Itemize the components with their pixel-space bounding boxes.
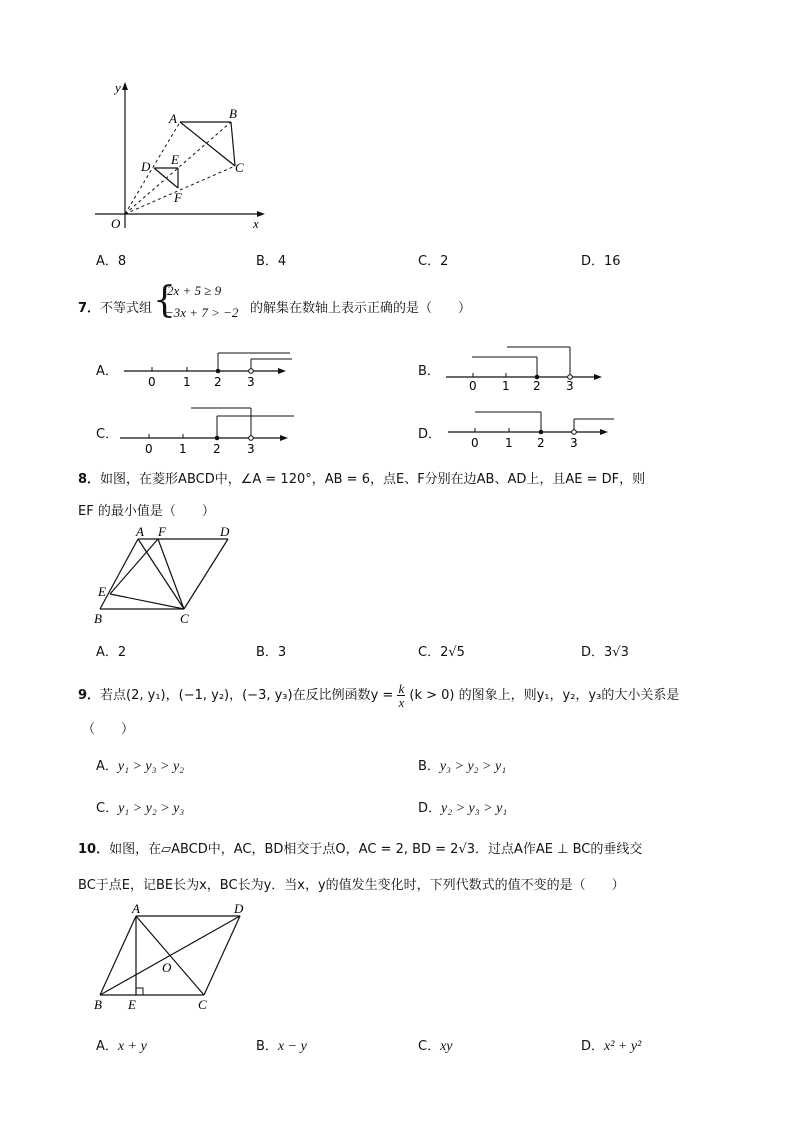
q7-option-d[interactable]: D． [418, 427, 442, 442]
q6-label-y: y [115, 80, 121, 95]
q10-option-a[interactable]: A．x + y [96, 1039, 147, 1054]
q6-label-C: C [235, 160, 244, 175]
q10-option-c[interactable]: C．xy [418, 1039, 453, 1054]
svg-text:0: 0 [469, 379, 477, 390]
q6-option-b[interactable]: B．4 [256, 254, 287, 269]
svg-text:1: 1 [502, 379, 510, 390]
q8-stem-line2: EF 的最小值是（ ） [78, 504, 215, 519]
q7-number: 7．不等式组 [78, 301, 153, 316]
q6-label-F: F [174, 190, 182, 205]
q8-option-a[interactable]: A．2 [96, 645, 127, 660]
q10-stem-line2: BC于点E，记BE长为x，BC长为y．当x，y的值发生变化时，下列代数式的值不变的是（ ） [78, 878, 625, 893]
q8-figure [90, 522, 240, 627]
q9-option-b[interactable]: B．y₃ > y₂ > y₁ [418, 759, 507, 774]
q6-label-O: O [111, 216, 121, 231]
q10-figure [90, 900, 255, 1015]
q8-option-c[interactable]: C．2√5 [418, 645, 465, 660]
svg-text:C: C [180, 611, 189, 626]
q8-option-d[interactable]: D．3√3 [581, 645, 629, 660]
svg-text:1: 1 [183, 375, 191, 389]
svg-text:3: 3 [566, 379, 574, 390]
svg-text:0: 0 [145, 442, 153, 456]
q6-option-d[interactable]: D．16 [581, 254, 621, 269]
q6-label-E: E [171, 152, 179, 167]
q9-option-c[interactable]: C．y₁ > y₂ > y₃ [96, 801, 185, 816]
svg-text:1: 1 [179, 442, 187, 456]
q9-stem-line1: 9．若点(2, y₁)，(−1, y₂)，(−3, y₃)在反比例函数y = $\frac{k}{x}$ (k > 0) 的图象上，则y₁，y₂，y₃的大小关系是 [78, 681, 680, 710]
q6-label-D: D [141, 159, 151, 174]
svg-text:1: 1 [505, 436, 513, 450]
q7-numberline-d [444, 402, 619, 452]
svg-text:F: F [158, 524, 166, 539]
q10-option-b[interactable]: B．x − y [256, 1039, 307, 1054]
svg-text:B: B [94, 611, 102, 626]
q7-stem-post: 的解集在数轴上表示正确的是（ ） [250, 301, 472, 316]
q9-option-a[interactable]: A．y₁ > y₃ > y₂ [96, 759, 185, 774]
q8-stem-line1: 8．如图，在菱形ABCD中，∠A = 120°，AB = 6，点E、F分别在边AB、AD上，且AE = DF，则 [78, 472, 646, 487]
q10-stem-line1: 10．如图，在▱ABCD中，AC，BD相交于点O，AC = 2, BD = 2√3．过点A作AE ⊥ BC的垂线交 [78, 842, 643, 857]
q7-inequality-1: 2x + 5 ≥ 9 [167, 283, 222, 298]
q7-option-a[interactable]: A． [96, 364, 118, 379]
svg-text:3: 3 [247, 375, 255, 389]
svg-text:E: E [128, 997, 136, 1012]
svg-text:2: 2 [213, 442, 221, 456]
q7-inequality-2: −3x + 7 > −2 [165, 305, 239, 320]
q6-label-B: B [229, 106, 237, 121]
q7-option-c[interactable]: C． [96, 427, 119, 442]
svg-text:2: 2 [214, 375, 222, 389]
svg-text:D: D [220, 524, 230, 539]
svg-text:0: 0 [471, 436, 479, 450]
q9-stem-line2: （ ） [82, 722, 135, 737]
q7-numberline-c [116, 402, 298, 457]
svg-text:2: 2 [537, 436, 545, 450]
svg-text:A: A [132, 901, 140, 916]
svg-text:B: B [94, 997, 102, 1012]
q6-label-x: x [253, 216, 259, 231]
q10-option-d[interactable]: D．x² + y² [581, 1039, 642, 1054]
q7-option-b[interactable]: B． [418, 364, 440, 379]
svg-text:D: D [234, 901, 244, 916]
q6-option-a[interactable]: A．8 [96, 254, 127, 269]
q6-option-c[interactable]: C．2 [418, 254, 449, 269]
svg-text:0: 0 [148, 375, 156, 389]
svg-text:E: E [98, 584, 106, 599]
q7-numberline-b [442, 345, 612, 390]
q7-brace: { [153, 280, 176, 321]
q8-option-b[interactable]: B．3 [256, 645, 287, 660]
q9-option-d[interactable]: D．y₂ > y₃ > y₁ [418, 801, 508, 816]
svg-text:C: C [198, 997, 207, 1012]
q6-figure [85, 78, 270, 233]
q6-label-A: A [169, 111, 177, 126]
svg-text:A: A [136, 524, 144, 539]
svg-text:2: 2 [533, 379, 541, 390]
svg-text:3: 3 [247, 442, 255, 456]
svg-text:O: O [162, 960, 172, 975]
q7-numberline-a [120, 345, 295, 390]
svg-text:3: 3 [570, 436, 578, 450]
